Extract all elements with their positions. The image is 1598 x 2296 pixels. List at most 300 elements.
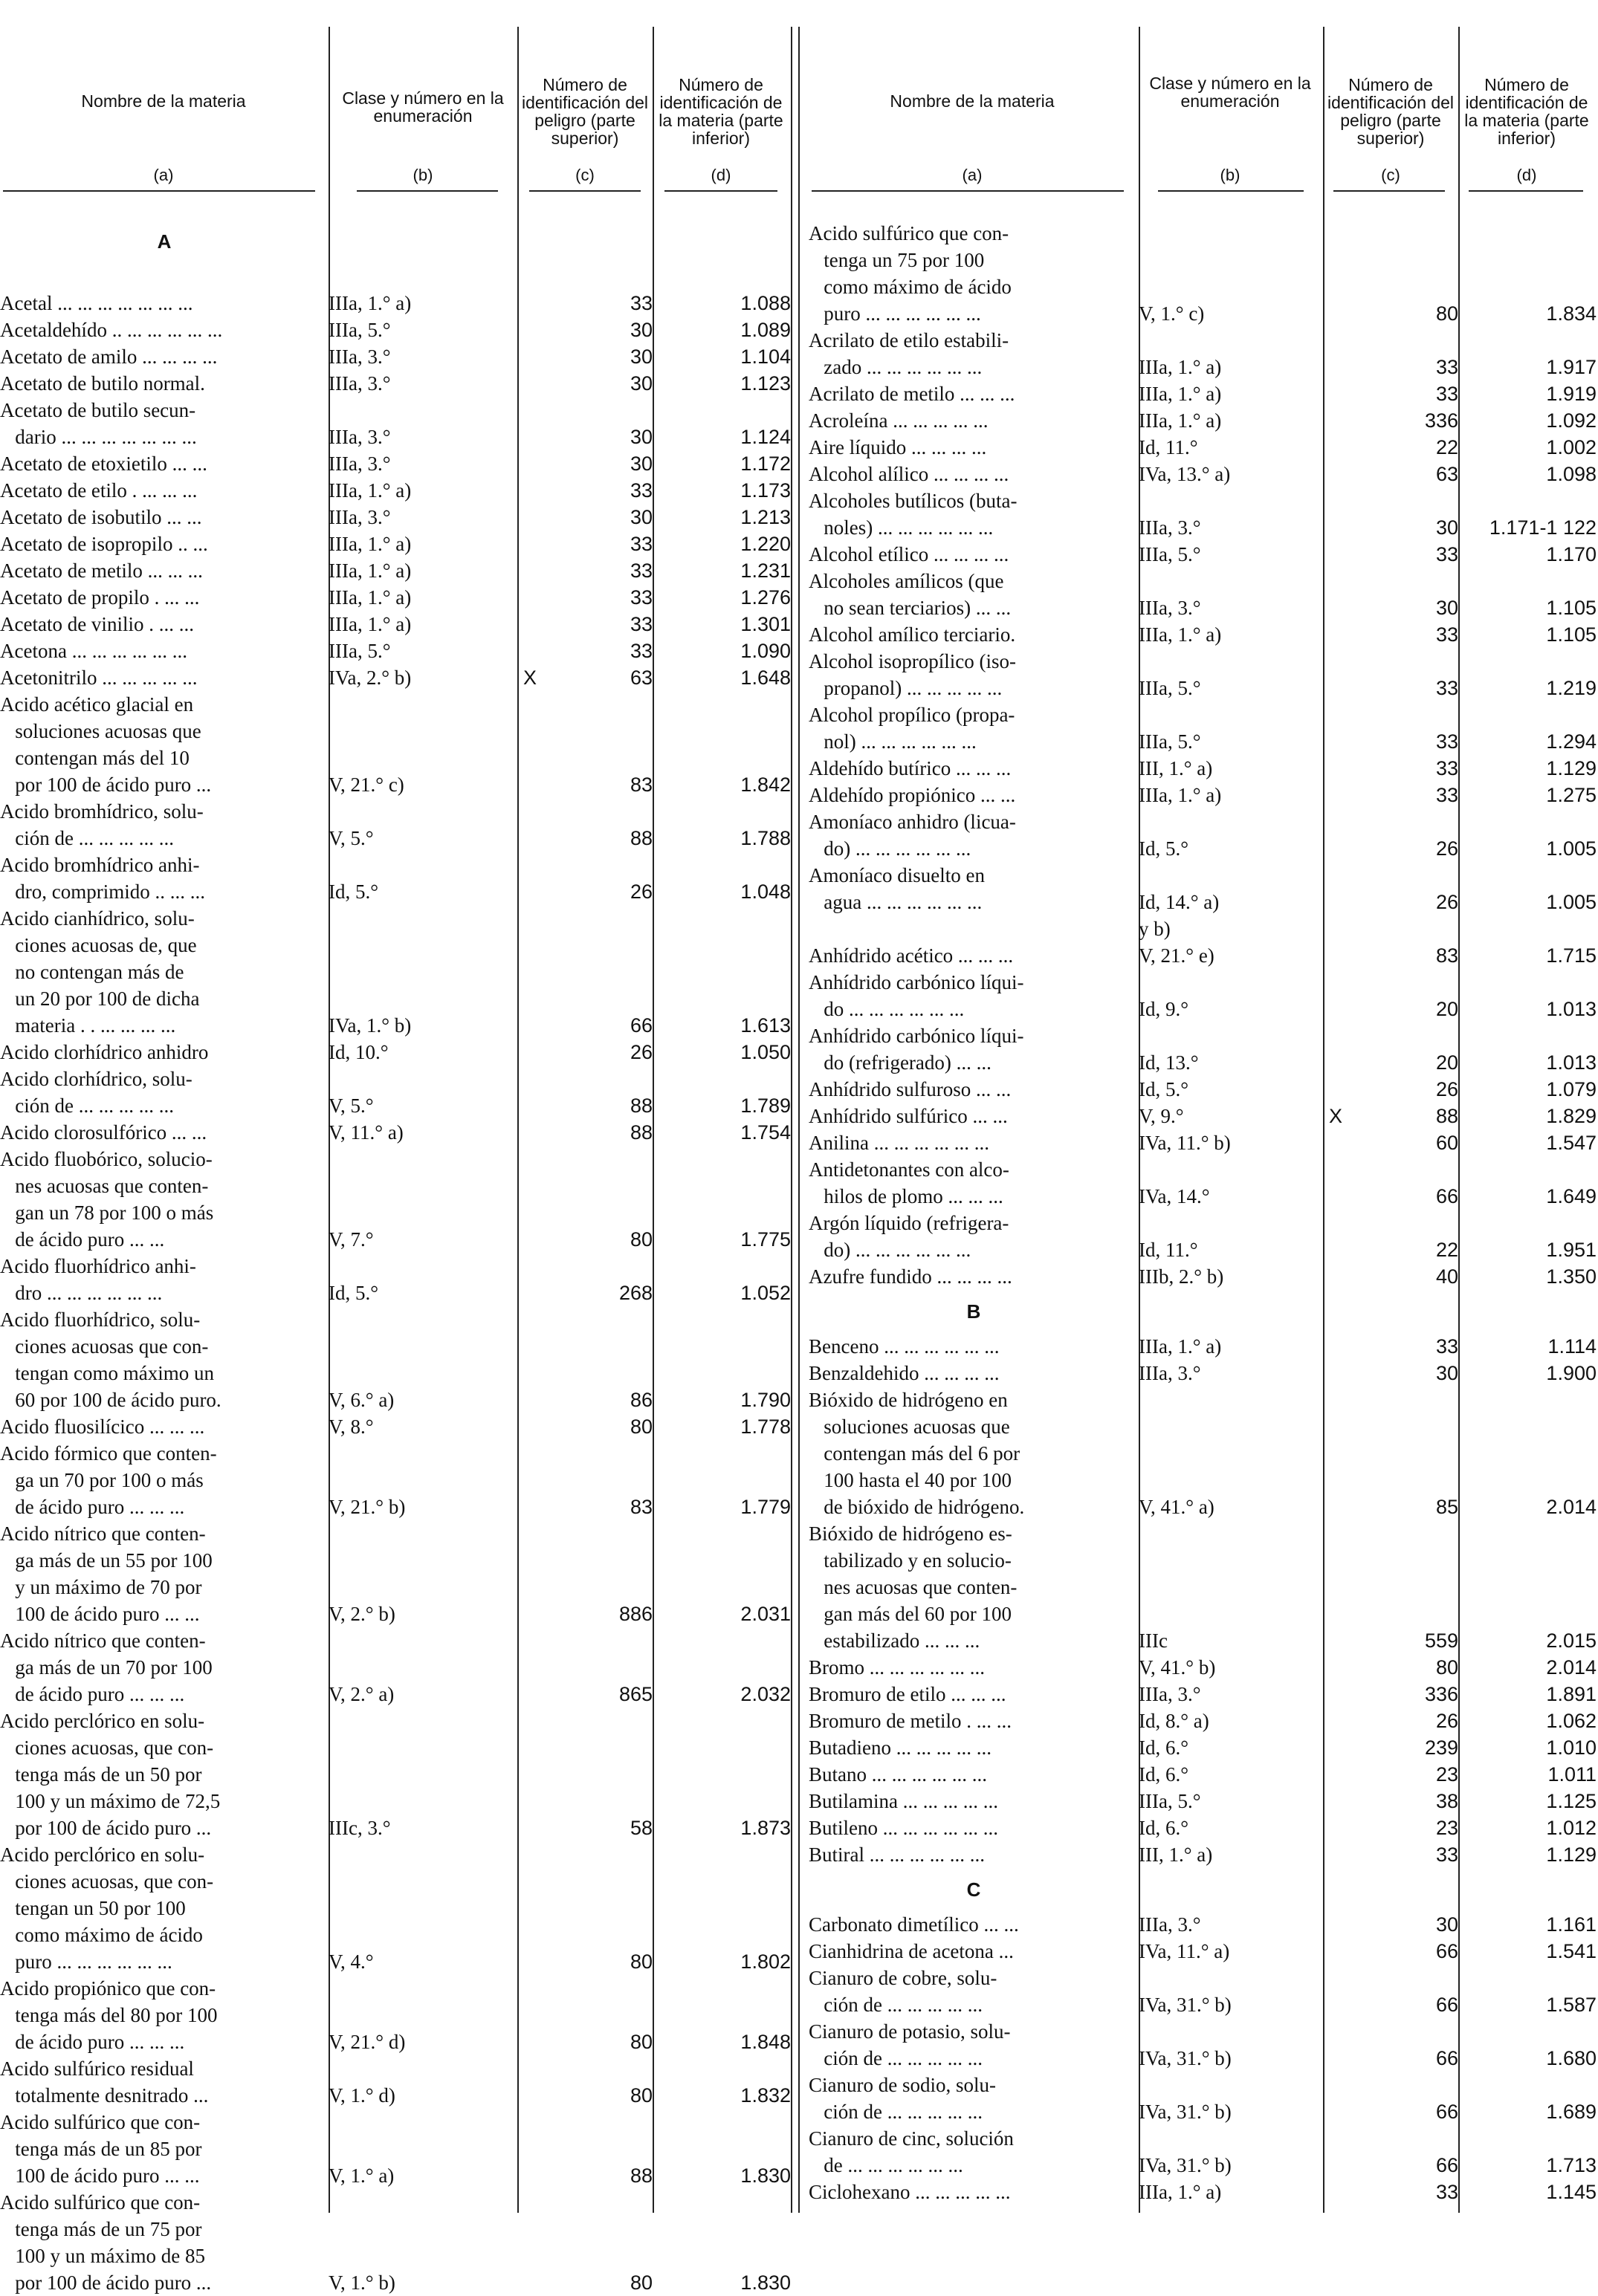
hazard-id-number bbox=[1323, 969, 1458, 996]
substance-id-number: 1.715 bbox=[1546, 944, 1597, 967]
hazard-id-value: 33 bbox=[630, 586, 653, 609]
substance-name: Acroleína ... ... ... ... ... bbox=[809, 409, 989, 432]
class-number bbox=[329, 1547, 517, 1574]
substance-name: Acido clorosulfórico ... ... bbox=[0, 1121, 207, 1144]
table-row bbox=[0, 1895, 791, 1922]
substance-name: soluciones acuosas que bbox=[809, 1415, 1010, 1438]
substance-name: Bromuro de metilo . ... ... bbox=[809, 1710, 1012, 1732]
table-row bbox=[0, 2002, 791, 2029]
hazard-id-value: 30 bbox=[630, 346, 653, 368]
class-number: Id, 5.° bbox=[1139, 837, 1189, 860]
class-number bbox=[329, 1199, 517, 1226]
substance-name: Cianuro de cobre, solu- bbox=[809, 1967, 997, 1989]
hazard-id-number bbox=[517, 1948, 653, 1975]
header-materia bbox=[654, 21, 788, 184]
class-number bbox=[329, 1922, 517, 1948]
class-number: V, 1.° c) bbox=[1139, 302, 1205, 325]
table-row bbox=[809, 461, 1597, 487]
hazard-id-value: 33 bbox=[1435, 1843, 1458, 1866]
hazard-id-value: 63 bbox=[1435, 463, 1458, 485]
hazard-id-number bbox=[1323, 1708, 1458, 1734]
substance-id-number: 1.830 bbox=[740, 2164, 791, 2187]
class-number bbox=[1139, 648, 1323, 675]
hazard-id-number bbox=[1323, 1761, 1458, 1788]
substance-name: Anilina ... ... ... ... ... ... bbox=[809, 1132, 989, 1154]
hazard-id-number bbox=[1323, 1210, 1458, 1236]
hazard-id-value: 865 bbox=[618, 1683, 653, 1705]
hazard-id-number bbox=[1323, 782, 1458, 808]
hazard-id-value: 66 bbox=[1435, 1940, 1458, 1962]
table-row bbox=[0, 1012, 791, 1039]
class-number: IIIa, 3.° bbox=[329, 372, 391, 395]
hazard-id-number bbox=[1323, 354, 1458, 380]
hazard-id-value: 30 bbox=[1435, 1362, 1458, 1384]
table-row bbox=[809, 1129, 1597, 1156]
class-number: IIIc, 3.° bbox=[329, 1817, 391, 1839]
substance-id-number: 1.951 bbox=[1546, 1239, 1597, 1261]
hazard-id-number bbox=[517, 1708, 653, 1734]
header-peligro-text: Número de identificación del peligro (parte superior) bbox=[1327, 75, 1455, 148]
substance-name: por 100 de ácido puro ... bbox=[0, 1817, 212, 1839]
substance-name: de ácido puro ... ... bbox=[0, 1228, 165, 1251]
substance-id-number: 1.105 bbox=[1546, 623, 1597, 646]
hazard-id-number bbox=[1323, 1103, 1458, 1129]
substance-name: Amoníaco anhidro (licua- bbox=[809, 811, 1016, 833]
header-rule bbox=[664, 190, 777, 192]
hazard-id-value: 80 bbox=[630, 2084, 653, 2107]
substance-name: Acido fluorhídrico anhi- bbox=[0, 1255, 196, 1277]
class-number bbox=[329, 2189, 517, 2216]
hazard-id-value: 336 bbox=[1424, 409, 1458, 432]
hazard-id-number bbox=[1323, 996, 1458, 1022]
table-row bbox=[809, 915, 1597, 942]
hazard-id-number bbox=[1323, 942, 1458, 969]
hazard-id-number bbox=[517, 1601, 653, 1627]
substance-name: do (refrigerado) ... ... bbox=[809, 1051, 992, 1074]
substance-id-number: 1.832 bbox=[740, 2084, 791, 2107]
table-row bbox=[0, 424, 791, 450]
substance-id-number: 1.114 bbox=[1547, 1335, 1597, 1358]
hazard-id-number bbox=[517, 2189, 653, 2216]
substance-id-number: 1.092 bbox=[1546, 409, 1597, 432]
substance-name: Acido fluobórico, solucio- bbox=[0, 1148, 213, 1170]
class-number: V, 21.° d) bbox=[329, 2031, 406, 2053]
class-number: V, 2.° a) bbox=[329, 1683, 395, 1705]
table-row bbox=[809, 434, 1597, 461]
hazard-id-number bbox=[1323, 1049, 1458, 1076]
class-number: V, 7.° bbox=[329, 1228, 374, 1251]
substance-name: gan más del 60 por 100 bbox=[809, 1603, 1012, 1625]
class-number bbox=[1139, 2072, 1323, 2098]
substance-id-number: 1.848 bbox=[740, 2031, 791, 2053]
class-number bbox=[1139, 1520, 1323, 1547]
empty-cell bbox=[1458, 1868, 1597, 1911]
substance-name: nes acuosas que conten- bbox=[0, 1175, 209, 1197]
class-number bbox=[329, 2109, 517, 2136]
substance-name: Acido fluosilícico ... ... ... bbox=[0, 1415, 205, 1438]
substance-name: Cianuro de cinc, solución bbox=[809, 2127, 1014, 2150]
substance-name: Acetaldehído .. ... ... ... ... ... bbox=[0, 319, 223, 341]
hazard-id-value: 63 bbox=[630, 667, 653, 689]
hazard-id-number bbox=[1323, 1627, 1458, 1654]
hazard-id-number bbox=[517, 1119, 653, 1146]
class-number bbox=[329, 2216, 517, 2243]
class-number: V, 41.° a) bbox=[1139, 1496, 1214, 1518]
substance-name: Argón líquido (refrigera- bbox=[809, 1212, 1009, 1234]
hazard-id-value: 33 bbox=[1435, 1335, 1458, 1358]
substance-id-number: 2.014 bbox=[1546, 1496, 1597, 1518]
substance-id-number bbox=[653, 1520, 791, 1547]
substance-name: Cianuro de potasio, solu- bbox=[809, 2020, 1011, 2043]
class-number: Id, 8.° a) bbox=[1139, 1710, 1209, 1732]
hazard-id-number bbox=[1323, 1601, 1458, 1627]
hazard-id-number bbox=[1323, 594, 1458, 621]
class-number bbox=[1139, 1574, 1323, 1601]
substance-id-number: 1.013 bbox=[1546, 998, 1597, 1020]
hazard-id-number bbox=[517, 638, 653, 664]
substance-name: Aire líquido ... ... ... ... bbox=[809, 436, 987, 458]
header-name bbox=[0, 21, 327, 184]
hazard-id-value: 86 bbox=[630, 1389, 653, 1411]
substance-name: Acetato de isobutilo ... ... bbox=[0, 506, 202, 528]
substance-name: Acetato de isopropilo .. ... bbox=[0, 533, 208, 555]
hazard-id-value: 33 bbox=[630, 479, 653, 502]
class-number bbox=[329, 1440, 517, 1467]
class-number: IIIa, 1.° a) bbox=[1139, 356, 1222, 378]
hazard-id-number bbox=[517, 664, 653, 691]
hazard-id-number bbox=[1323, 273, 1458, 300]
class-number: IIIa, 1.° a) bbox=[329, 586, 412, 609]
table-row bbox=[809, 755, 1597, 782]
substance-id-number: 1.220 bbox=[740, 533, 791, 555]
hazard-id-number bbox=[1323, 434, 1458, 461]
hazard-id-value: 33 bbox=[630, 533, 653, 555]
hazard-id-value: 268 bbox=[618, 1282, 653, 1304]
substance-id-number: 1.002 bbox=[1546, 436, 1597, 458]
table-row bbox=[0, 1922, 791, 1948]
hazard-id-number bbox=[1323, 2018, 1458, 2045]
table-row bbox=[809, 487, 1597, 514]
substance-id-number bbox=[653, 1306, 791, 1333]
header-rule bbox=[812, 190, 1124, 192]
substance-id-number: 1.129 bbox=[1546, 757, 1597, 779]
table-row bbox=[809, 1654, 1597, 1681]
class-number bbox=[329, 905, 517, 932]
table-row bbox=[809, 514, 1597, 541]
table-row bbox=[0, 2243, 791, 2269]
hazard-id-number bbox=[517, 1440, 653, 1467]
hazard-id-number bbox=[517, 450, 653, 477]
class-number bbox=[1139, 1601, 1323, 1627]
hazard-id-value: 33 bbox=[1435, 543, 1458, 565]
substance-id-number bbox=[653, 2109, 791, 2136]
substance-name: de ... ... ... ... ... ... bbox=[809, 2154, 963, 2176]
table-row bbox=[809, 996, 1597, 1022]
header-col-a: (a) bbox=[153, 166, 174, 184]
class-number: IIIa, 3.° bbox=[329, 506, 391, 528]
table-row bbox=[809, 808, 1597, 835]
class-number: IIIa, 3.° bbox=[1139, 597, 1201, 619]
substance-name: ción de ... ... ... ... ... bbox=[809, 2047, 983, 2069]
hazard-id-number bbox=[1323, 1129, 1458, 1156]
substance-name: Butiral ... ... ... ... ... ... bbox=[809, 1843, 985, 1866]
hazard-id-value: 83 bbox=[630, 774, 653, 796]
hazard-id-number bbox=[1323, 701, 1458, 728]
class-number bbox=[329, 1734, 517, 1761]
substance-id-number bbox=[653, 1654, 791, 1681]
class-number: V, 1.° b) bbox=[329, 2271, 395, 2294]
header-rule bbox=[529, 190, 641, 192]
table-row bbox=[0, 370, 791, 397]
substance-name: contengan más del 10 bbox=[0, 747, 190, 769]
table-row bbox=[809, 1547, 1597, 1574]
class-number bbox=[329, 1708, 517, 1734]
substance-name: Amoníaco disuelto en bbox=[809, 864, 985, 886]
table-row bbox=[0, 2082, 791, 2109]
table-row bbox=[0, 1173, 791, 1199]
hazard-id-number bbox=[517, 1868, 653, 1895]
table-row bbox=[0, 1975, 791, 2002]
hazard-id-number bbox=[517, 317, 653, 343]
substance-id-number bbox=[653, 2243, 791, 2269]
class-number bbox=[329, 985, 517, 1012]
substance-id-number bbox=[1458, 1440, 1597, 1467]
table-row bbox=[0, 477, 791, 504]
hazard-id-number bbox=[1323, 1156, 1458, 1183]
hazard-id-number bbox=[1323, 1547, 1458, 1574]
class-number bbox=[1139, 327, 1323, 354]
table-row bbox=[0, 1306, 791, 1333]
substance-name: Acido nítrico que conten- bbox=[0, 1629, 206, 1652]
class-number: IIIa, 1.° a) bbox=[1139, 623, 1222, 646]
class-number: Id, 10.° bbox=[329, 1041, 389, 1063]
table-row bbox=[809, 1183, 1597, 1210]
empty-cell bbox=[1323, 1290, 1458, 1333]
class-number bbox=[329, 2055, 517, 2082]
substance-id-number: 1.917 bbox=[1546, 356, 1597, 378]
substance-name: Alcohol isopropílico (iso- bbox=[809, 650, 1016, 672]
substance-name: nol) ... ... ... ... ... ... bbox=[809, 730, 977, 753]
substance-table-right bbox=[809, 193, 1597, 2205]
hazard-id-value: 23 bbox=[1435, 1817, 1458, 1839]
class-number bbox=[329, 1868, 517, 1895]
hazard-id-value: 33 bbox=[630, 613, 653, 635]
hazard-id-number bbox=[517, 1815, 653, 1841]
substance-id-number bbox=[1458, 1547, 1597, 1574]
hazard-id-value: 83 bbox=[1435, 944, 1458, 967]
class-number: IIIa, 1.° a) bbox=[329, 533, 412, 555]
substance-id-number bbox=[1458, 568, 1597, 594]
substance-id-number: 1.275 bbox=[1546, 784, 1597, 806]
class-number bbox=[329, 2136, 517, 2162]
class-number bbox=[1139, 969, 1323, 996]
class-number: IIIa, 3.° bbox=[1139, 516, 1201, 539]
substance-id-number: 1.689 bbox=[1546, 2101, 1597, 2123]
substance-name: Anhídrido carbónico líqui- bbox=[809, 971, 1024, 993]
substance-id-number bbox=[653, 1895, 791, 1922]
substance-name: Acido perclórico en solu- bbox=[0, 1710, 205, 1732]
substance-name: tabilizado y en solucio- bbox=[809, 1549, 1012, 1572]
table-row bbox=[809, 835, 1597, 862]
substance-name: Acetato de butilo normal. bbox=[0, 372, 205, 395]
table-row bbox=[0, 1280, 791, 1306]
class-number bbox=[1139, 808, 1323, 835]
table-row bbox=[0, 1574, 791, 1601]
class-number: IIIa, 1.° a) bbox=[1139, 409, 1222, 432]
hazard-id-number bbox=[517, 691, 653, 718]
hazard-id-number bbox=[517, 2162, 653, 2189]
substance-id-number: 1.172 bbox=[740, 453, 791, 475]
substance-id-number: 1.050 bbox=[740, 1041, 791, 1063]
hazard-id-value: 30 bbox=[630, 426, 653, 448]
table-row bbox=[809, 1360, 1597, 1387]
substance-name: Alcohol etílico ... ... ... ... bbox=[809, 543, 1009, 565]
table-row bbox=[809, 1965, 1597, 1991]
table-row bbox=[809, 407, 1597, 434]
table-row bbox=[0, 1119, 791, 1146]
hazard-id-value: 20 bbox=[1435, 998, 1458, 1020]
substance-name: Alcoholes butílicos (buta- bbox=[809, 490, 1018, 512]
table-row bbox=[0, 798, 791, 825]
table-row bbox=[0, 290, 791, 317]
hazard-id-number bbox=[1323, 862, 1458, 889]
substance-name: de bióxido de hidrógeno. bbox=[809, 1496, 1025, 1518]
table-row bbox=[0, 343, 791, 370]
substance-id-number: 1.842 bbox=[740, 774, 791, 796]
hazard-x-marker: X bbox=[1329, 1105, 1343, 1127]
hazard-id-number bbox=[517, 584, 653, 611]
table-row bbox=[809, 1841, 1597, 1868]
substance-name: Acetato de metilo ... ... ... bbox=[0, 560, 203, 582]
class-number bbox=[1139, 220, 1323, 247]
substance-name: Cianhidrina de acetona ... bbox=[809, 1940, 1014, 1962]
substance-id-number: 1.276 bbox=[740, 586, 791, 609]
substance-name: Bromo ... ... ... ... ... ... bbox=[809, 1656, 986, 1679]
table-row bbox=[0, 1226, 791, 1253]
class-number: Id, 11.° bbox=[1139, 1239, 1198, 1261]
substance-id-number: 1.649 bbox=[1546, 1185, 1597, 1207]
table-row bbox=[0, 664, 791, 691]
hazard-id-number bbox=[517, 2029, 653, 2055]
substance-id-number: 1.089 bbox=[740, 319, 791, 341]
hazard-id-number bbox=[1323, 300, 1458, 327]
substance-name: tenga más de un 85 por bbox=[0, 2138, 202, 2160]
header-peligro bbox=[519, 21, 651, 184]
substance-id-number: 1.830 bbox=[740, 2271, 791, 2294]
class-number: IVa, 31.° b) bbox=[1139, 2047, 1232, 2069]
substance-name: ción de ... ... ... ... ... bbox=[809, 2101, 983, 2123]
hazard-id-number bbox=[1323, 1681, 1458, 1708]
class-number: V, 5.° bbox=[329, 1095, 374, 1117]
class-number bbox=[329, 852, 517, 878]
hazard-id-number bbox=[517, 1333, 653, 1360]
hazard-id-value: 30 bbox=[630, 372, 653, 395]
substance-name: y un máximo de 70 por bbox=[0, 1576, 202, 1598]
substance-name: Acetal ... ... ... ... ... ... ... bbox=[0, 292, 193, 314]
hazard-id-number bbox=[517, 611, 653, 638]
empty-cell bbox=[1323, 1868, 1458, 1911]
hazard-id-number bbox=[1323, 728, 1458, 755]
hazard-id-number bbox=[517, 1574, 653, 1601]
substance-id-number bbox=[653, 1761, 791, 1788]
hazard-id-number bbox=[517, 852, 653, 878]
substance-id-number: 1.834 bbox=[1546, 302, 1597, 325]
table-row bbox=[809, 2018, 1597, 2045]
substance-name: Butadieno ... ... ... ... ... bbox=[809, 1736, 992, 1759]
hazard-id-number bbox=[1323, 1467, 1458, 1494]
substance-id-number bbox=[1458, 1387, 1597, 1413]
hazard-id-number bbox=[517, 2109, 653, 2136]
substance-id-number: 1.587 bbox=[1546, 1994, 1597, 2016]
hazard-id-number bbox=[1323, 1841, 1458, 1868]
hazard-id-number bbox=[1323, 808, 1458, 835]
table-row bbox=[809, 2125, 1597, 2152]
class-number bbox=[329, 2002, 517, 2029]
table-row bbox=[809, 568, 1597, 594]
substance-id-number bbox=[653, 1467, 791, 1494]
table-row bbox=[0, 1681, 791, 1708]
table-row bbox=[809, 273, 1597, 300]
class-number: V, 1.° a) bbox=[329, 2164, 395, 2187]
substance-name: Antidetonantes con alco- bbox=[809, 1158, 1009, 1181]
hazard-id-number bbox=[1323, 327, 1458, 354]
hazard-id-value: 33 bbox=[1435, 730, 1458, 753]
substance-name: Aldehído propiónico ... ... bbox=[809, 784, 1016, 806]
substance-name: propanol) ... ... ... ... ... bbox=[809, 677, 1003, 699]
table-row bbox=[0, 1092, 791, 1119]
table-row bbox=[0, 691, 791, 718]
class-number: IIIa, 5.° bbox=[329, 640, 391, 662]
substance-name: Butano ... ... ... ... ... ... bbox=[809, 1763, 987, 1786]
substance-id-number: 1.301 bbox=[740, 613, 791, 635]
substance-name: Benceno ... ... ... ... ... ... bbox=[809, 1335, 1000, 1358]
class-number bbox=[329, 718, 517, 745]
substance-name: Acetato de vinilio . ... ... bbox=[0, 613, 194, 635]
substance-name: tengan como máximo un bbox=[0, 1362, 214, 1384]
class-number: III, 1.° a) bbox=[1139, 1843, 1213, 1866]
hazard-id-value: 80 bbox=[630, 1228, 653, 1251]
class-number bbox=[1139, 1547, 1323, 1574]
substance-name: do) ... ... ... ... ... ... bbox=[809, 1239, 971, 1261]
substance-id-number: 1.005 bbox=[1546, 891, 1597, 913]
substance-id-number bbox=[1458, 808, 1597, 835]
header-name-text: Nombre de la materia bbox=[81, 91, 246, 111]
table-row bbox=[0, 1387, 791, 1413]
hazard-id-number bbox=[517, 959, 653, 985]
class-number: Id, 5.° bbox=[1139, 1078, 1189, 1100]
table-row bbox=[809, 1049, 1597, 1076]
table-row bbox=[809, 1467, 1597, 1494]
table-row bbox=[809, 862, 1597, 889]
substance-id-number bbox=[653, 691, 791, 718]
table-row bbox=[809, 648, 1597, 675]
substance-name: soluciones acuosas que bbox=[0, 720, 201, 742]
hazard-id-value: 66 bbox=[630, 1014, 653, 1037]
substance-id-number bbox=[1458, 701, 1597, 728]
substance-id-number bbox=[1458, 273, 1597, 300]
substance-name: Butilamina ... ... ... ... ... bbox=[809, 1790, 998, 1812]
class-number: IIIa, 3.° bbox=[329, 346, 391, 368]
class-number: Id, 6.° bbox=[1139, 1763, 1189, 1786]
table-row bbox=[809, 1103, 1597, 1129]
substance-name: ciones acuosas que con- bbox=[0, 1335, 209, 1358]
hazard-id-number bbox=[517, 1092, 653, 1119]
table-row bbox=[0, 2029, 791, 2055]
hazard-id-number bbox=[517, 1975, 653, 2002]
substance-id-number: 1.873 bbox=[740, 1817, 791, 1839]
substance-id-number: 1.090 bbox=[740, 640, 791, 662]
substance-id-number bbox=[653, 1841, 791, 1868]
